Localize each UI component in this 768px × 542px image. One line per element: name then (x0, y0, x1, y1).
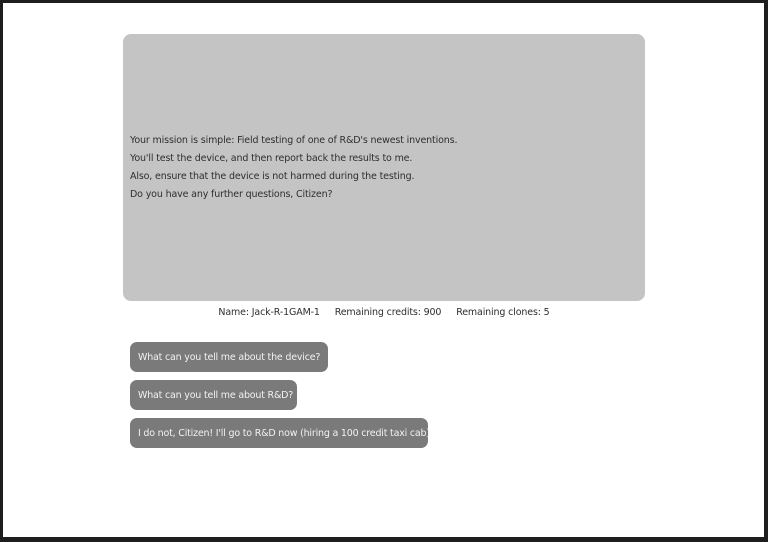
option-go-to-rnd-button[interactable]: I do not, Citizen! I'll go to R&D now (hiring a 100 credit taxi cab) (130, 418, 428, 448)
dialogue-panel (123, 34, 645, 301)
dialogue-line: Also, ensure that the device is not harmed during the testing. (130, 170, 415, 182)
status-bar (123, 307, 645, 318)
remaining-clones: Remaining clones: 5 (456, 307, 550, 318)
player-name: Name: Jack-R-1GAM-1 (218, 307, 320, 318)
option-ask-device-button[interactable]: What can you tell me about the device? (130, 342, 328, 372)
dialogue-line: You'll test the device, and then report back the results to me. (130, 152, 413, 164)
dialogue-line: Your mission is simple: Field testing of one of R&D's newest inventions. (130, 134, 458, 146)
option-ask-rnd-button[interactable]: What can you tell me about R&D? (130, 380, 297, 410)
dialogue-options (130, 342, 428, 456)
dialogue-line: Do you have any further questions, Citizen? (130, 188, 333, 200)
remaining-credits: Remaining credits: 900 (334, 307, 442, 318)
game-window (3, 3, 764, 537)
